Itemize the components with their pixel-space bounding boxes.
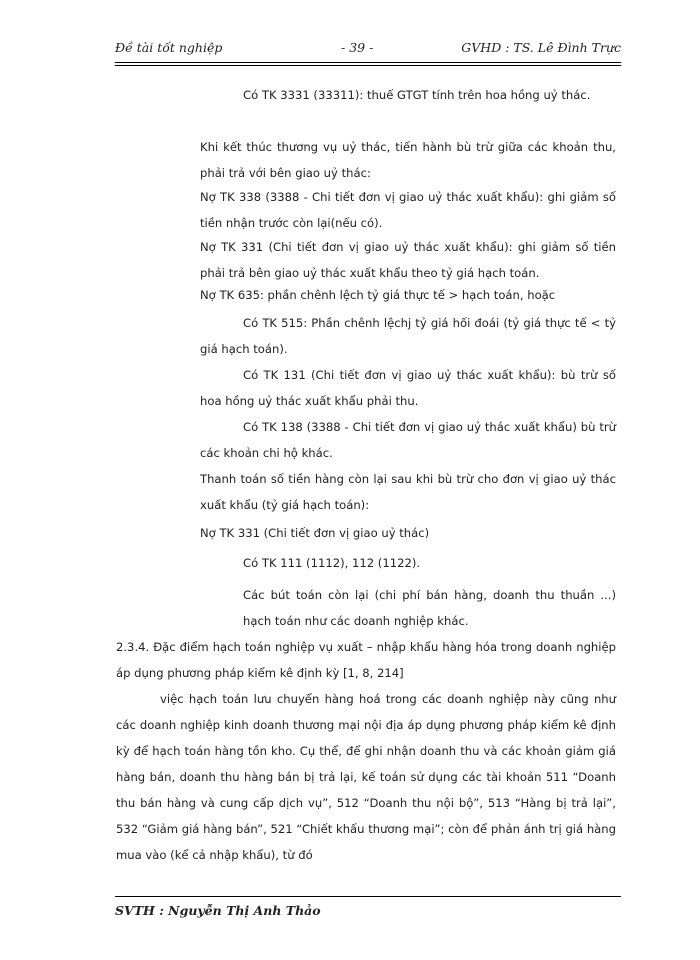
paragraph-credit-3331: Có TK 3331 (33311): thuế GTGT tính trên hoa hồng uỷ thác. [243,88,591,102]
page-number: - 39 - [341,40,374,55]
paragraph-debit-331: Nợ TK 331 (Chi tiết đơn vị giao uỷ thác xuất khẩu): ghi giảm số tiền phải trả bên giao uỷ thác xuất khẩu theo tỷ giá hạch toán. [200,240,616,280]
paragraph-offset-intro: Khi kết thúc thương vụ uỷ thác, tiến hành bù trừ giữa các khoản thu, phải trả với bên giao uỷ thác: [200,140,616,180]
header-thesis-title: Đề tài tốt nghiệp [115,40,223,55]
paragraph-other-entries: Các bút toán còn lại (chi phí bán hàng, doanh thu thuần ...) hạch toán như các doanh nghiệp khác. [243,588,616,628]
paragraph-credit-515: Có TK 515: Phần chênh lệchj tỷ giá hối đoái (tỷ giá thực tế < tỷ giá hạch toán). [200,316,616,356]
header-supervisor: GVHD : TS. Lê Đình Trực [461,40,621,55]
paragraph-credit-138: Có TK 138 (3388 - Chi tiết đơn vị giao uỷ thác xuất khẩu) bù trừ các khoản chi hộ khác. [200,420,616,460]
paragraph-periodic-inventory: việc hạch toán lưu chuyển hàng hoá trong các doanh nghiệp này cũng như các doanh nghiệp kinh doanh thương mại nội địa áp dụng phương pháp kiểm kê định kỳ để hạch toán hàng tồn kho. Cụ thể, để ghi nhận doanh thu và các khoản giảm giá hàng bán, doanh thu hàng bán bị trả lại, kế toán sử dụng các tài khoản 511 “Doanh thu bán hàng và cung cấp dịch vụ”, 512 “Doanh thu nội bộ”, 513 “Hàng bị trả lại”, 532 “Giảm giá hàng bán”, 521 “Chiết khấu thương mại”; còn để phản ánh trị giá hàng mua vào (kể cả nhập khẩu), từ đó [116,692,616,862]
paragraph-debit-635: Nợ TK 635: phần chênh lệch tỷ giá thực tế > hạch toán, hoặc [200,288,556,302]
footer-divider [115,896,621,897]
paragraph-credit-131: Có TK 131 (Chi tiết đơn vị giao uỷ thác xuất khẩu): bù trừ số hoa hồng uỷ thác xuất khẩu phải thu. [200,368,616,408]
section-heading-2-3-4: 2.3.4. Đặc điểm hạch toán nghiệp vụ xuất – nhập khẩu hàng hóa trong doanh nghiệp áp dụng phương pháp kiểm kê định kỳ [1, 8, 214] [116,640,616,680]
footer-student: SVTH : Nguyễn Thị Anh Thảo [115,903,321,918]
paragraph-debit-331-settlement: Nợ TK 331 (Chi tiết đơn vị giao uỷ thác) [200,526,430,540]
page-header [115,40,621,60]
header-divider [115,62,621,63]
paragraph-settlement: Thanh toán số tiền hàng còn lại sau khi bù trừ cho đơn vị giao uỷ thác xuất khẩu (tỷ giá hạch toán): [200,472,616,512]
paragraph-debit-338: Nợ TK 338 (3388 - Chi tiết đơn vị giao uỷ thác xuất khẩu): ghi giảm số tiền nhận trước còn lại(nếu có). [200,190,616,230]
header-divider-secondary [115,65,621,66]
paragraph-credit-111-112: Có TK 111 (1112), 112 (1122). [243,556,421,570]
